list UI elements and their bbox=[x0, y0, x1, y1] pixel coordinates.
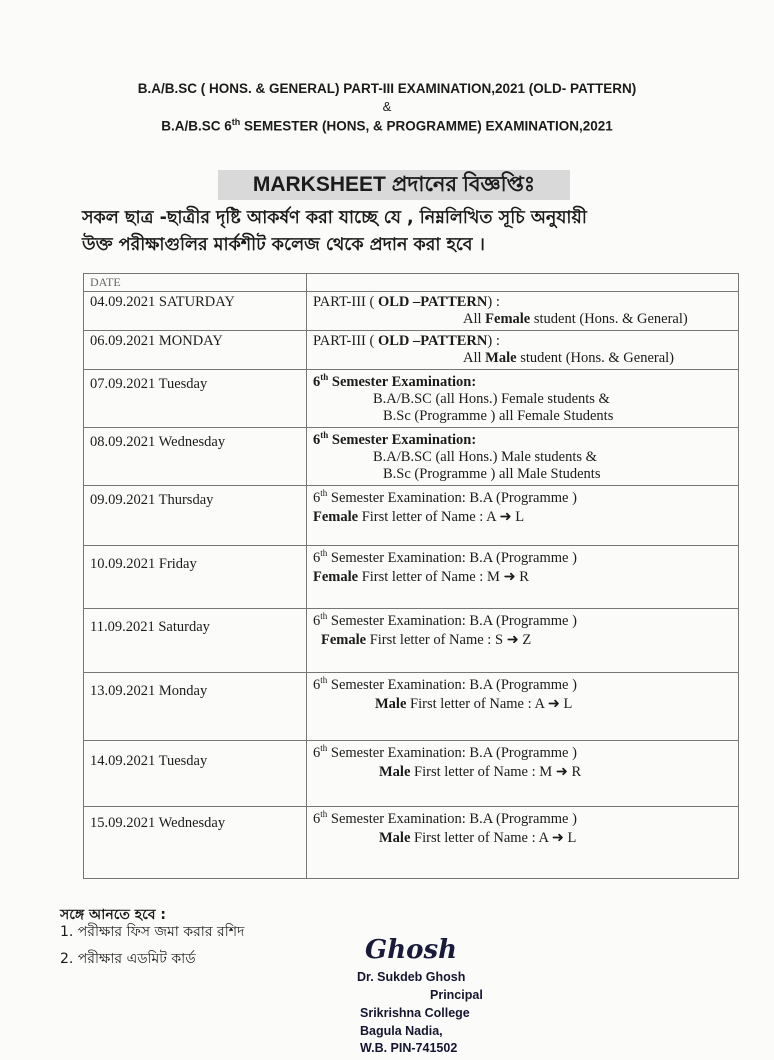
schedule-table bbox=[83, 273, 739, 879]
details-cell: 6th Semester Examination: B.A/B.SC (all Hons.) Female students & B.Sc (Programme ) all Female Students bbox=[307, 370, 739, 428]
exam-title-line2-post: SEMESTER (HONS, & PROGRAMME) EXAMINATION,2021 bbox=[240, 118, 613, 134]
table-row bbox=[84, 485, 739, 545]
marksheet-banner: MARKSHEET প্রদানের বিজ্ঞপ্তিঃ bbox=[218, 170, 570, 200]
requirements-title: সঙ্গে আনতে হবে : bbox=[60, 907, 166, 923]
principal-signature: Ghosh bbox=[365, 935, 457, 965]
details-column-header bbox=[307, 274, 739, 292]
details-cell: 6th Semester Examination: B.A (Programme ) Male First letter of Name : M ➜ R bbox=[307, 740, 739, 806]
table-row bbox=[84, 806, 739, 878]
date-cell: 07.09.2021 Tuesday bbox=[84, 370, 307, 428]
exam-title-line1: B.A/B.SC ( HONS. & GENERAL) PART-III EXAMINATION,2021 (OLD- PATTERN) bbox=[137, 81, 637, 96]
exam-title-line2 bbox=[0, 117, 774, 134]
date-cell: 15.09.2021 Wednesday bbox=[84, 806, 307, 878]
date-cell: 08.09.2021 Wednesday bbox=[84, 427, 307, 485]
details-cell: 6th Semester Examination: B.A (Programme ) Female First letter of Name : S ➜ Z bbox=[307, 608, 739, 672]
details-cell: 6th Semester Examination: B.A (Programme ) Male First letter of Name : A ➜ L bbox=[307, 806, 739, 878]
requirement-item: 1. পরীক্ষার ফিস জমা করার রশিদ bbox=[60, 924, 245, 940]
stamp-place: Bagula Nadia, bbox=[360, 1024, 443, 1038]
details-cell: 6th Semester Examination: B.A (Programme ) Female First letter of Name : M ➜ R bbox=[307, 545, 739, 608]
stamp-name: Dr. Sukdeb Ghosh bbox=[357, 970, 466, 984]
table-row bbox=[84, 331, 739, 370]
table-row bbox=[84, 292, 739, 331]
stamp-pin: W.B. PIN-741502 bbox=[360, 1041, 458, 1055]
date-cell: 09.09.2021 Thursday bbox=[84, 485, 307, 545]
exam-title-line2-pre: B.A/B.SC 6 bbox=[161, 118, 232, 134]
date-cell: 13.09.2021 Monday bbox=[84, 672, 307, 740]
stamp-title: Principal bbox=[430, 988, 483, 1002]
exam-title-ampersand: & bbox=[382, 99, 392, 114]
table-row bbox=[84, 608, 739, 672]
table-row bbox=[84, 427, 739, 485]
date-cell: 14.09.2021 Tuesday bbox=[84, 740, 307, 806]
table-header-row bbox=[84, 274, 739, 292]
exam-title-line2-sup: th bbox=[231, 117, 241, 127]
details-cell: PART-III ( OLD –PATTERN) : All Female student (Hons. & General) bbox=[307, 292, 739, 331]
date-cell: 11.09.2021 Saturday bbox=[84, 608, 307, 672]
details-cell: 6th Semester Examination: B.A (Programme ) Male First letter of Name : A ➜ L bbox=[307, 672, 739, 740]
table-row bbox=[84, 370, 739, 428]
requirement-item: 2. পরীক্ষার এডমিট কার্ড bbox=[60, 951, 196, 967]
date-cell: 06.09.2021 MONDAY bbox=[84, 331, 307, 370]
date-cell: 04.09.2021 SATURDAY bbox=[84, 292, 307, 331]
notice-line1: সকল ছাত্র -ছাত্রীর দৃষ্টি আকর্ষণ করা যাচ্ছে যে , নিম্নলিখিত সূচি অনুযায়ী bbox=[82, 208, 587, 228]
table-row bbox=[84, 672, 739, 740]
date-cell: 10.09.2021 Friday bbox=[84, 545, 307, 608]
date-column-header: DATE bbox=[84, 274, 307, 292]
details-cell: 6th Semester Examination: B.A/B.SC (all Hons.) Male students & B.Sc (Programme ) all Male Students bbox=[307, 427, 739, 485]
details-cell: PART-III ( OLD –PATTERN) : All Male student (Hons. & General) bbox=[307, 331, 739, 370]
table-row bbox=[84, 545, 739, 608]
details-cell: 6th Semester Examination: B.A (Programme ) Female First letter of Name : A ➜ L bbox=[307, 485, 739, 545]
notice-line2: উক্ত পরীক্ষাগুলির মার্কশীট কলেজ থেকে প্রদান করা হবে । bbox=[82, 235, 485, 255]
table-row bbox=[84, 740, 739, 806]
stamp-college: Srikrishna College bbox=[360, 1006, 470, 1020]
